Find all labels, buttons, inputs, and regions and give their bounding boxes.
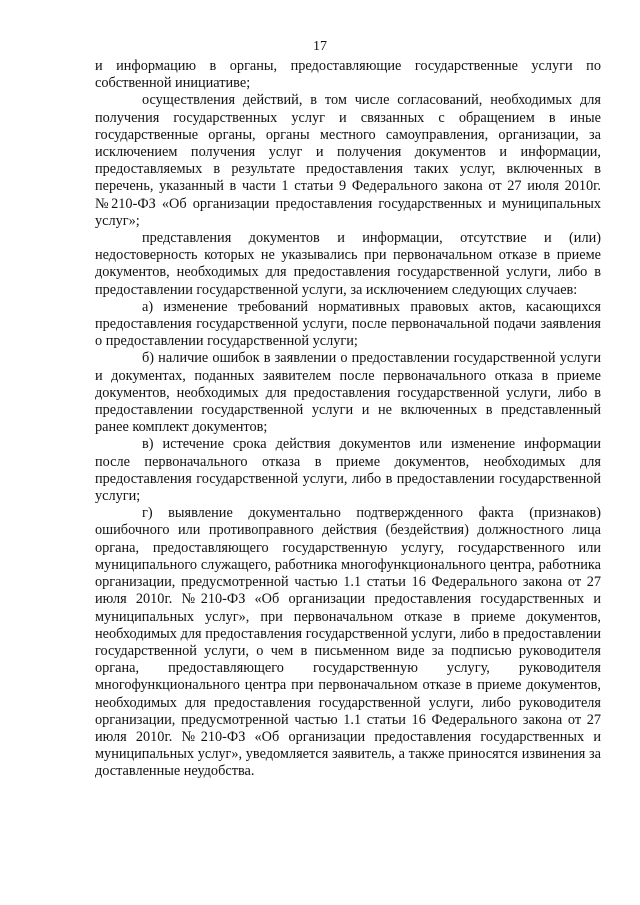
paragraph-4: а) изменение требований нормативных правовых актов, касающихся предоставления государственной услуги, после первоначальной подачи заявления о предоставлении государственной услуги; — [95, 298, 601, 350]
paragraph-3: представления документов и информации, отсутствие и (или) недостоверность которых не указывались при первоначальном отказе в приеме документов, необходимых для предоставления государственной услуги, либо в предоставлении государственной услуги, за исключением следующих случаев: — [95, 230, 601, 298]
page-number: 17 — [313, 39, 327, 54]
paragraph-5: б) наличие ошибок в заявлении о предоставлении государственной услуги и документах, поданных заявителем после первоначального отказа в приеме документов, необходимых для предоставления государственной услуги, либо в предоставлении государственной услуги и не включенных в представленный ранее комплект документов; — [95, 350, 601, 436]
paragraph-6: в) истечение срока действия документов или изменение информации после первоначального отказа в приеме документов, необходимых для предоставления государственной услуги, либо в предоставлении государственной услуги; — [95, 436, 601, 505]
document-body — [95, 58, 601, 781]
paragraph-7: г) выявление документально подтвержденного факта (признаков) ошибочного или противоправного действия (бездействия) должностного лица органа, предоставляющего государственную услугу, государственного или муниципального служащего, работника многофункционального центра, работника организации, предусмотренной частью 1.1 статьи 16 Федерального закона от 27 июля 2010г. №210-ФЗ «Об организации предоставления государственных и муниципальных услуг», при первоначальном отказе в приеме документов, необходимых для предоставления государственной услуги, либо в предоставлении государственной услуги, о чем в письменном виде за подписью руководителя органа, предоставляющего государственную услугу, руководителя многофункционального центра при первоначальном отказе в приеме документов, необходимых для предоставления государственной услуги, либо руководителя организации, предусмотренной частью 1.1 статьи 16 Федерального закона от 27 июля 2010г. №210-ФЗ «Об организации предоставления государственных и муниципальных услуг», уведомляется заявитель, а также приносятся извинения за доставленные неудобства. — [95, 505, 601, 780]
paragraph-2: осуществления действий, в том числе согласований, необходимых для получения государственных услуг и связанных с обращением в иные государственные органы, органы местного самоуправления, организации, за исключением получения услуг и получения документов и информации, предоставляемых в результате предоставления таких услуг, включенных в перечень, указанный в части 1 статьи 9 Федерального закона от 27 июля 2010г. №210-ФЗ «Об организации предоставления государственных и муниципальных услуг»; — [95, 92, 601, 229]
paragraph-1: и информацию в органы, предоставляющие государственные услуги по собственной инициативе; — [95, 58, 601, 92]
